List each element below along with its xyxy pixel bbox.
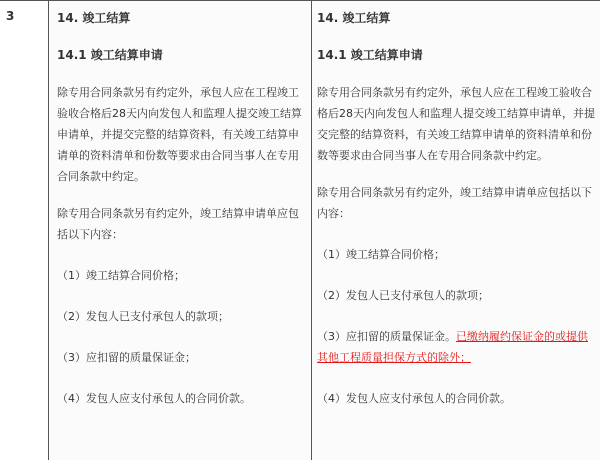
revised-list-item-3 (317, 326, 595, 368)
original-clause (49, 1, 311, 460)
revised-list-item-2: （2）发包人已支付承包人的款项； (317, 289, 489, 302)
original-list-item-1: （1）竣工结算合同价格； (57, 269, 185, 282)
table-row (0, 1, 600, 461)
revised-subsection-heading: 14.1 竣工结算申请 (317, 48, 423, 62)
revised-clause (312, 1, 600, 460)
revised-clause-cell (312, 1, 600, 461)
original-paragraph-1: 除专用合同条款另有约定外，承包人应在工程竣工验收合格后28天内向发包人和监理人提交竣工结算申请单，并提交完整的结算资料，有关竣工结算申请单的资料清单和份数等要求由合同当事人在专用合同条款中约定。 (57, 86, 302, 183)
original-clause-cell (49, 1, 312, 461)
original-list-item-3: （3）应扣留的质量保证金； (57, 351, 196, 364)
revised-section-heading: 14. 竣工结算 (317, 11, 391, 25)
revised-list-item-4: （4）发包人应支付承包人的合同价款。 (317, 392, 511, 405)
revised-item-3-text: （3）应扣留的质量保证金。 (317, 330, 456, 343)
row-number: 3 (6, 9, 15, 23)
original-section-heading: 14. 竣工结算 (57, 11, 131, 25)
original-list-item-2: （2）发包人已支付承包人的款项； (57, 310, 229, 323)
added-text-highlight: 已缴纳履约保证金的或提供其他工程质量担保方式的除外； (317, 330, 588, 364)
original-paragraph-2: 除专用合同条款另有约定外，竣工结算申请单应包括以下内容： (57, 207, 299, 241)
revised-paragraph-2: 除专用合同条款另有约定外，竣工结算申请单应包括以下内容： (317, 186, 592, 220)
original-list-item-4: （4）发包人应支付承包人的合同价款。 (57, 392, 251, 405)
original-subsection-heading: 14.1 竣工结算申请 (57, 48, 163, 62)
revised-list-item-1: （1）竣工结算合同价格； (317, 248, 445, 261)
revised-paragraph-1: 除专用合同条款另有约定外，承包人应在工程竣工验收合格后28天内向发包人和监理人提交竣工结算申请单，并提交完整的结算资料，有关竣工结算申请单的资料清单和份数等要求由合同当事人在专用合同条款中约定。 (317, 86, 595, 162)
row-number-cell (0, 1, 49, 461)
